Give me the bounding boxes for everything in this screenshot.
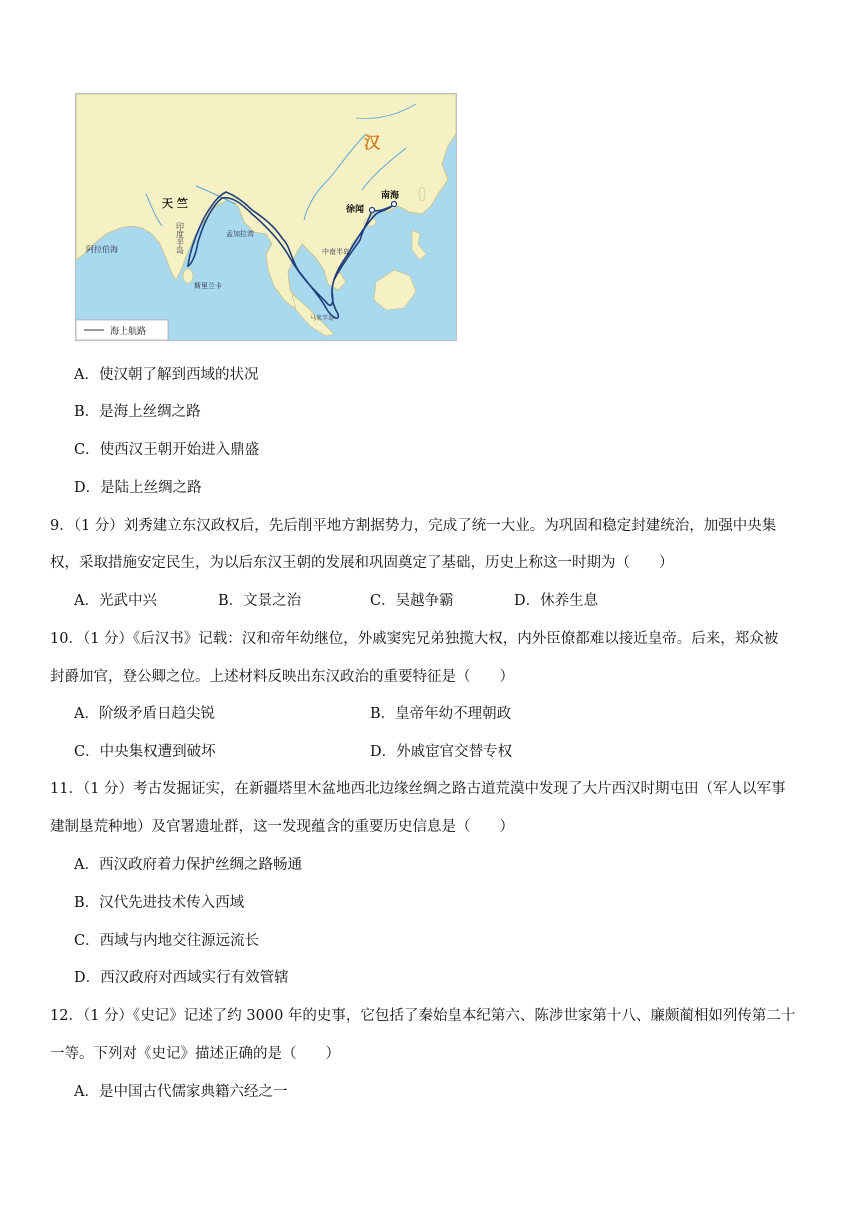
bay-of-bengal-label: 孟加拉湾 — [226, 230, 254, 238]
q11-option-b: B．汉代先进技术传入西域 — [74, 895, 245, 911]
q11-stem-line2: 建制垦荒种地）及官署遗址群，这一发现蕴含的重要历史信息是（ ） — [50, 819, 514, 835]
malay-label: 马来半岛 — [310, 315, 335, 322]
q12-option-a: A．是中国古代儒家典籍六经之一 — [74, 1084, 288, 1100]
q12-stem-line1: 12．（1 分）《史记》记述了约 3000 年的史事，它包括了秦始皇本纪第六、陈涉世家第十八、廉颇蔺相如列传第二十 — [50, 1008, 796, 1024]
q10-stem-line1: 10．（1 分）《后汉书》记载：汉和帝年幼继位，外戚窦宪兄弟独揽大权，内外臣僚都难以接近皇帝。后来，郑众被 — [50, 631, 779, 647]
tianzhu-label: 天 竺 — [162, 197, 188, 210]
q8-option-b: B．是海上丝绸之路 — [74, 404, 201, 420]
india-peninsula-label: 印度半岛 — [175, 222, 185, 254]
q9-stem-line2: 权，采取措施安定民生，为以后东汉王朝的发展和巩固奠定了基础，历史上称这一时期为（ ） — [50, 555, 674, 571]
silk-road-sea-route-map — [75, 93, 457, 341]
q8-option-c: C．使西汉王朝开始进入鼎盛 — [74, 442, 260, 458]
q8-option-d: D．是陆上丝绸之路 — [74, 480, 202, 496]
q9-option-a: A．光武中兴 — [74, 593, 157, 609]
q9-option-b: B．文景之治 — [218, 593, 302, 609]
q9-option-d: D．休养生息 — [514, 593, 599, 609]
q10-option-c: C．中央集权遭到破坏 — [74, 744, 216, 760]
q8-option-a: A．使汉朝了解到西域的状况 — [74, 367, 259, 383]
arabian-sea-label: 阿拉伯海 — [86, 245, 118, 254]
indochina-label: 中南半岛 — [322, 248, 350, 256]
sri-lanka-label: 斯里兰卡 — [194, 282, 222, 290]
legend-label: 海上航路 — [110, 327, 147, 337]
q11-option-d: D．西汉政府对西域实行有效管辖 — [74, 970, 289, 986]
q9-option-c: C．吴越争霸 — [370, 593, 454, 609]
han-label: 汉 — [364, 133, 381, 152]
sri-lanka-island — [183, 269, 193, 283]
q10-option-a: A．阶级矛盾日趋尖锐 — [74, 706, 215, 722]
q10-stem-line2: 封爵加官，登公卿之位。上述材料反映出东汉政治的重要特征是（ ） — [50, 669, 514, 685]
q10-option-d: D．外戚宦官交替专权 — [370, 744, 513, 760]
nanhai-label: 南海 — [381, 191, 400, 201]
xuwen-label: 徐闻 — [346, 205, 365, 215]
q12-stem-line2: 一等。下列对《史记》描述正确的是（ ） — [50, 1046, 340, 1062]
q10-option-b: B．皇帝年幼不理朝政 — [370, 706, 512, 722]
q11-stem-line1: 11．（1 分）考古发掘证实，在新疆塔里木盆地西北边缘丝绸之路古道荒漠中发现了大片西汉时期屯田（军人以军事 — [50, 781, 786, 797]
xuwen-marker — [370, 208, 375, 213]
nanhai-marker — [392, 202, 397, 207]
q11-option-c: C．西域与内地交往源远流长 — [74, 933, 260, 949]
q11-option-a: A．西汉政府着力保护丝绸之路畅通 — [74, 857, 302, 873]
q9-stem-line1: 9．（1 分）刘秀建立东汉政权后，先后削平地方割据势力，完成了统一大业。为巩固和稳定封建统治，加强中央集 — [50, 518, 777, 534]
